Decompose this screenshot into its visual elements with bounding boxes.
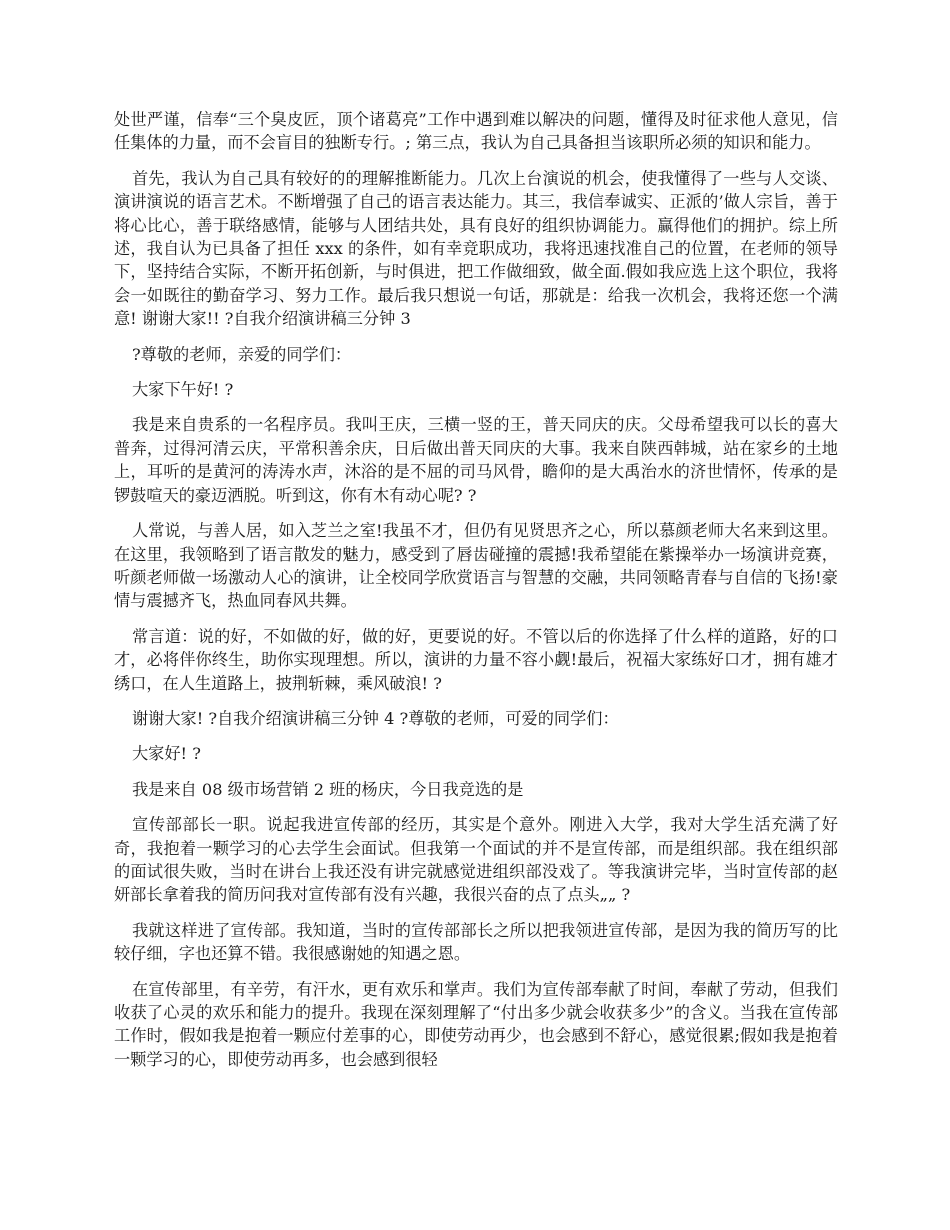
paragraph: 谢谢大家! ?自我介绍演讲稿三分钟 4 ?尊敬的老师，可爱的同学们： (132, 708, 619, 728)
paragraph: 宣传部部长一职。说起我进宣传部的经历，其实是个意外。刚进入大学，我对大学生活充满了好奇，我抱着一颗学习的心去学生会面试。但我第一个面试的并不是宣传部，而是组织部。我在组织部的面试很失败，当时在讲台上我还没有讲完就感觉进组织部没戏了。等我演讲完毕，当时宣传部的赵妍部长拿着我的简历问我对宣传部有没有兴趣，我很兴奋的点了点头„„ ? (114, 815, 838, 905)
paragraph: 我是来自贵系的一名程序员。我叫王庆，三横一竖的王，普天同庆的庆。父母希望我可以长的喜大普奔，过得河清云庆，平常积善余庆，日后做出普天同庆的大事。我来自陕西韩城，站在家乡的土地上，耳听的是黄河的涛涛水声，沐浴的是不屈的司马风骨，瞻仰的是大禹治水的济世情怀，传承的是锣鼓喧天的豪迈洒脱。听到这，你有木有动心呢? ? (114, 415, 838, 505)
paragraph: 大家好! ? (132, 744, 201, 764)
paragraph: ?尊敬的老师，亲爱的同学们： (132, 344, 352, 364)
paragraph: 首先，我认为自己具有较好的的理解推断能力。几次上台演说的机会，使我懂得了一些与人交谈、演讲演说的语言艺术。不断增强了自己的语言表达能力。其三，我信奉诚实、正派的’做人宗旨，善于将心比心，善于联络感情，能够与人团结共处，具有良好的组织协调能力。赢得他们的拥护。综上所述，我自认为已具备了担任 xxx 的条件，如有幸竞职成功，我将迅速找准自己的位置，在老师的领导下，坚持结合实际，不断开拓创新，与时俱进，把工作做细致，做全面.假如我应选上这个职位，我将会一如既往的勤奋学习、努力工作。最后我只想说一句话，那就是：给我一次机会，我将还您一个满意! 谢谢大家!! ?自我介绍演讲稿三分钟 3 (114, 168, 838, 329)
paragraph: 处世严谨，信奉“三个臭皮匠，顶个诸葛亮”工作中遇到难以解决的问题，懂得及时征求他人意见，信任集体的力量，而不会盲目的独断专行。; 第三点，我认为自己具备担当该职所必须的知识和能力。 (114, 110, 838, 153)
paragraph: 我是来自 08 级市场营销 2 班的杨庆，今日我竞选的是 (132, 779, 524, 799)
paragraph: 我就这样进了宣传部。我知道，当时的宣传部部长之所以把我领进宣传部，是因为我的简历写的比较仔细，字也还算不错。我很感谢她的知遇之恩。 (114, 920, 838, 964)
document-body (114, 108, 838, 1083)
paragraph: 在宣传部里，有辛劳，有汗水，更有欢乐和掌声。我们为宣传部奉献了时间，奉献了劳动，但我们收获了心灵的欢乐和能力的提升。我现在深刻理解了“付出多少就会收获多少”的含义。当我在宣传部工作时，假如我是抱着一颗应付差事的心，即使劳动再少，也会感到不舒心，感觉很累;假如我是抱着一颗学习的心，即使劳动再多，也会感到很轻 (114, 979, 838, 1069)
paragraph: 人常说，与善人居，如入芝兰之室!我虽不才，但仍有见贤思齐之心，所以慕颜老师大名来到这里。在这里，我领略到了语言散发的魅力，感受到了唇齿碰撞的震撼!我希望能在紫操举办一场演讲竞赛，听颜老师做一场激动人心的演讲，让全校同学欣赏语言与智慧的交融，共同领略青春与自信的飞扬!豪情与震撼齐飞，热血同春风共舞。 (114, 521, 838, 611)
paragraph: 大家下午好! ? (132, 380, 234, 400)
paragraph: 常言道：说的好，不如做的好，做的好，更要说的好。不管以后的你选择了什么样的道路，好的口才，必将伴你终生，助你实现理想。所以，演讲的力量不容小觑!最后，祝福大家练好口才，拥有雄才绣口，在人生道路上，披荆斩棘，乘风破浪! ? (114, 626, 838, 693)
